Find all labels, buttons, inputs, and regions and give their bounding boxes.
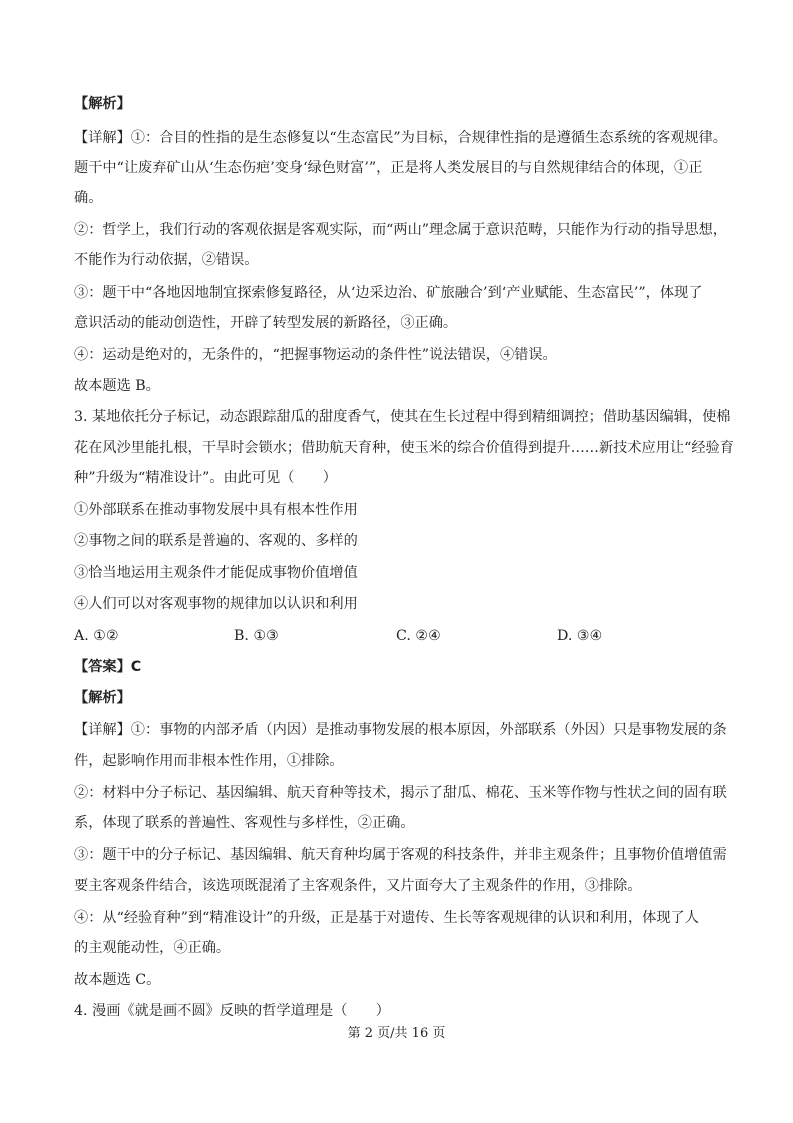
- q3-explanation-line: 件，起影响作用而非根本性作用，①排除。: [74, 753, 344, 769]
- q2-explanation-line: 题干中“让废弃矿山从‘生态伤疤’变身‘绿色财富’”，正是将人类发展目的与自然规律结合的体现，①正: [74, 160, 703, 176]
- q3-explanation-line: 系，体现了联系的普遍性、客观性与多样性，②正确。: [74, 815, 415, 831]
- q3-statement-3: ③恰当地运用主观条件才能促成事物价值增值: [74, 565, 358, 581]
- analysis-label: 【解析】: [74, 690, 131, 706]
- q2-explanation-line: 意识活动的能动创造性，开辟了转型发展的新路径，③正确。: [74, 315, 458, 331]
- q3-option-d: D. ③④: [557, 628, 603, 644]
- q3-statement-1: ①外部联系在推动事物发展中具有根本性作用: [74, 502, 358, 518]
- q3-statement-2: ②事物之间的联系是普遍的、客观的、多样的: [74, 533, 358, 549]
- q3-explanation-line: ④：从“经验育种”到“精准设计”的升级，正是基于对遗传、生长等客观规律的认识和利用，体现了人: [74, 910, 699, 926]
- q3-stem-line: 3. 某地依托分子标记，动态跟踪甜瓜的甜度香气，使其在生长过程中得到精细调控；借助基因编辑，使棉: [74, 409, 731, 425]
- answer-label: 【答案】C: [74, 659, 142, 675]
- q3-statement-4: ④人们可以对客观事物的规律加以认识和利用: [74, 596, 358, 612]
- q3-explanation-line: ③：题干中的分子标记、基因编辑、航天育种均属于客观的科技条件，并非主观条件；且事物价值增值需: [74, 847, 727, 863]
- q2-explanation-line: 不能作为行动依据，②错误。: [74, 252, 259, 268]
- q2-explanation-line: ③：题干中“各地因地制宜探索修复路径，从‘边采边治、矿旅融合’到‘产业赋能、生态富民’”，体现了: [74, 285, 703, 301]
- q3-option-b: B. ①③: [234, 628, 279, 644]
- page-number: 第 2 页/共 16 页: [347, 1026, 446, 1041]
- q3-explanation-line: 的主观能动性，④正确。: [74, 940, 231, 956]
- q2-conclusion: 故本题选 B。: [74, 378, 160, 394]
- q2-explanation-line: ②：哲学上，我们行动的客观依据是客观实际，而“两山”理念属于意识范畴，只能作为行动的指导思想，: [74, 222, 727, 238]
- q3-explanation-line: ②：材料中分子标记、基因编辑、航天育种等技术，揭示了甜瓜、棉花、玉米等作物与性状之间的固有联: [74, 785, 727, 801]
- analysis-label: 【解析】: [74, 96, 131, 112]
- q2-explanation-line: 确。: [74, 190, 103, 206]
- q2-explanation-line: 【详解】①：合目的性指的是生态修复以“生态富民”为目标，合规律性指的是遵循生态系统的客观规律。: [74, 130, 727, 146]
- q2-explanation-line: ④：运动是绝对的，无条件的，“把握事物运动的条件性”说法错误，④错误。: [74, 347, 557, 363]
- q4-stem: 4. 漫画《就是画不圆》反映的哲学道理是（ ）: [74, 1003, 390, 1019]
- q3-conclusion: 故本题选 C。: [74, 972, 161, 988]
- q3-explanation-line: 要主客观条件结合，该选项既混淆了主客观条件，又片面夸大了主观条件的作用，③排除。: [74, 878, 642, 894]
- q3-option-c: C. ②④: [396, 628, 441, 644]
- q3-stem-line: 花在风沙里能扎根，干旱时会锁水；借助航天育种，使玉米的综合价值得到提升……新技术应用让“经验育: [74, 440, 734, 456]
- q3-stem-line: 种”升级为“精准设计”。由此可见（ ）: [74, 470, 337, 486]
- q3-explanation-line: 【详解】①：事物的内部矛盾（内因）是推动事物发展的根本原因，外部联系（外因）只是事物发展的条: [74, 722, 727, 738]
- q3-option-a: A. ①②: [74, 628, 119, 644]
